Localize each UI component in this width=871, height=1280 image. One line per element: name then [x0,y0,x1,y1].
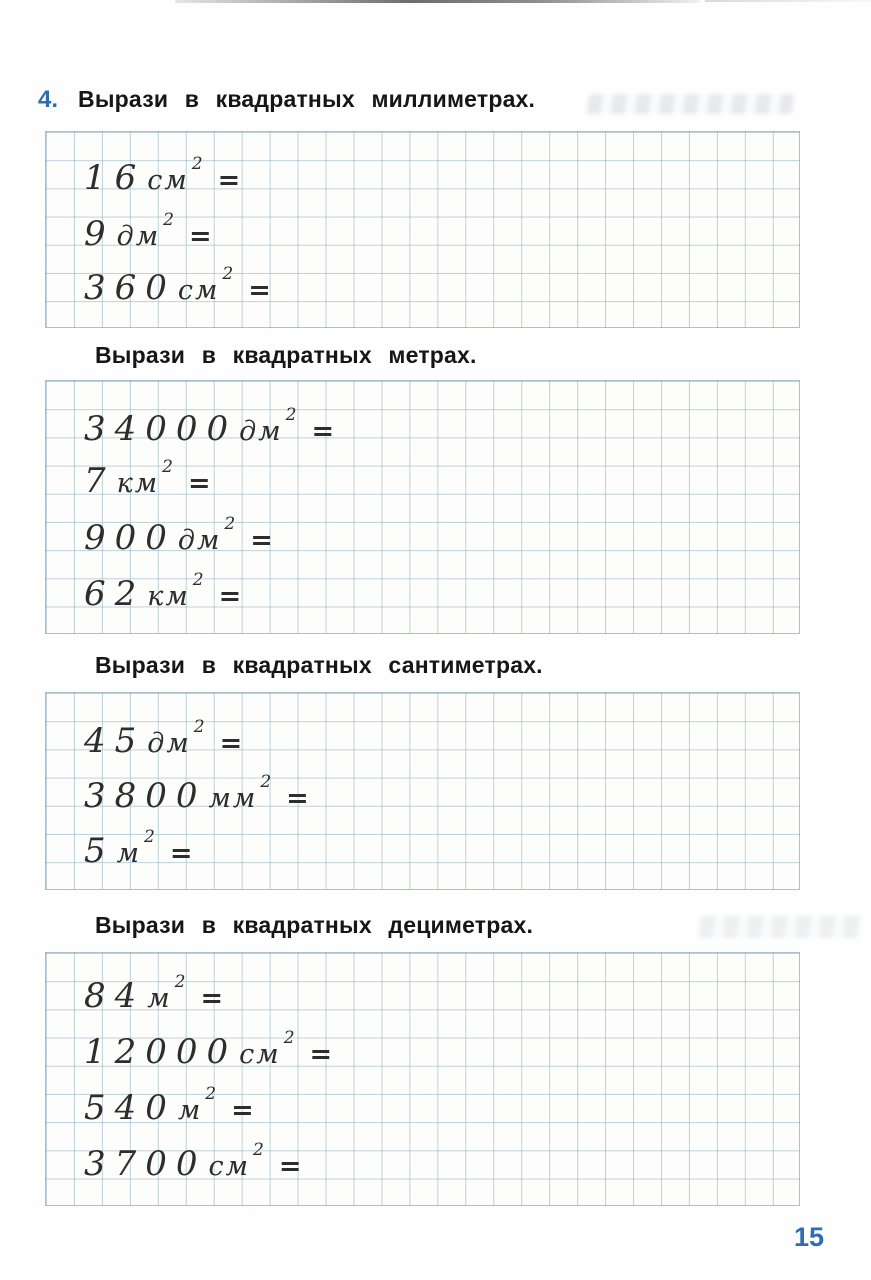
equation [84,212,212,256]
equals-sign: = [311,416,335,447]
equation-unit: дм [177,525,222,556]
equation [84,974,223,1018]
scan-artifact-line [175,0,700,3]
equation-value: 9 [84,214,115,254]
equation-power: 2 [285,405,297,425]
equation-unit: м [177,1095,203,1126]
equation-power: 2 [224,514,236,534]
section-heading-dm: Вырази в квадратных дециметрах. [95,912,534,938]
bleed-through-artifact [698,916,861,938]
equation-unit: м [116,838,142,869]
equation-value: 45 [84,721,146,761]
equation-value: 540 [84,1088,176,1128]
equals-sign: = [200,983,224,1014]
equation-value: 16 [84,158,146,198]
equation [84,516,273,560]
equation-power: 2 [253,1140,264,1160]
equals-sign: = [286,783,309,814]
equation [84,719,242,763]
equation-value: 900 [84,518,176,558]
page-number: 15 [793,1222,824,1252]
equation-value: 84 [84,976,146,1016]
equation-unit: мм [208,783,258,814]
equation-power: 2 [192,570,204,590]
equation-power: 2 [222,264,234,284]
equation-unit: см [239,1039,281,1070]
grid-paper-section-dm [45,952,800,1206]
equation-power: 2 [162,457,173,477]
equals-sign: = [217,165,241,196]
equation [84,1030,332,1074]
equation-unit: км [147,581,190,612]
equation-value: 3700 [84,1144,207,1184]
equation-power: 2 [144,827,155,847]
equals-sign: = [309,1039,333,1070]
equals-sign: = [169,838,193,869]
equation-unit: см [147,165,189,196]
grid-paper-section-mm [45,131,800,328]
scan-artifact-line [705,0,871,2]
equation-power: 2 [283,1028,295,1048]
equation-power: 2 [163,210,174,230]
equation-unit: км [116,468,160,499]
grid-paper-section-m [45,380,800,634]
equals-sign: = [188,221,212,252]
equation-value: 360 [84,268,176,308]
equals-sign: = [248,275,271,306]
equation-power: 2 [205,1084,217,1104]
equation-power: 2 [193,717,205,737]
equation-unit: дм [147,728,191,759]
task-number: 4. [38,86,59,113]
equals-sign: = [218,581,242,612]
equation [84,266,271,310]
equation-unit: дм [239,416,283,447]
equation [84,829,192,873]
section-heading-m: Вырази в квадратных метрах. [95,342,477,368]
equals-sign: = [219,728,243,759]
equation-power: 2 [191,154,203,174]
equals-sign: = [250,525,273,556]
equation [84,1142,302,1186]
equation-value: 7 [84,461,115,501]
section-heading-mm: Вырази в квадратных миллиметрах. [78,86,536,112]
equals-sign: = [278,1151,302,1182]
equation-value: 5 [84,831,115,871]
equation [84,774,309,818]
equation-unit: дм [116,221,161,252]
bleed-through-artifact [587,94,795,114]
equation-value: 3800 [84,776,207,816]
equation [84,156,240,200]
equation [84,1086,254,1130]
equation-power: 2 [260,772,272,792]
equation-unit: м [147,983,172,1014]
section-heading-cm: Вырази в квадратных сантиметрах. [95,652,543,678]
equation [84,572,241,616]
equation-value: 12000 [84,1032,238,1072]
equation-value: 34000 [84,409,238,449]
equals-sign: = [187,468,211,499]
equation-unit: см [177,275,220,306]
grid-paper-section-cm [45,692,800,890]
equation [84,459,211,503]
task-header [38,86,535,114]
equation-power: 2 [174,972,186,992]
equals-sign: = [231,1095,254,1126]
equation-unit: см [208,1151,251,1182]
equation-value: 62 [84,574,146,614]
equation [84,407,334,451]
